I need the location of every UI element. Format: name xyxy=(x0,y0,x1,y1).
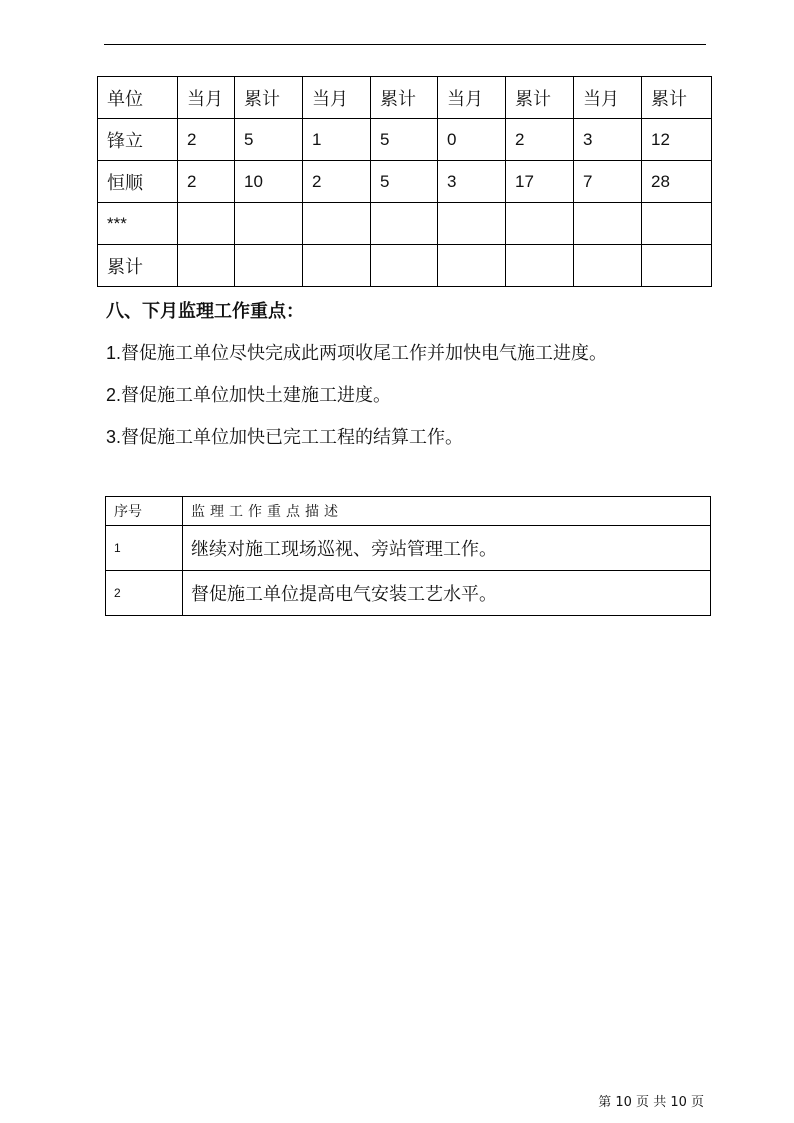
table-row xyxy=(98,203,712,245)
table-cell: 2 xyxy=(303,161,371,203)
stats-header-cell: 当月 xyxy=(574,77,642,119)
table-cell xyxy=(438,203,506,245)
stats-header-cell: 累计 xyxy=(235,77,303,119)
table-cell: 10 xyxy=(235,161,303,203)
stats-header-cell: 累计 xyxy=(506,77,574,119)
table-row xyxy=(106,571,711,616)
stats-header-cell: 当月 xyxy=(303,77,371,119)
section-heading: 八、下月监理工作重点： xyxy=(106,301,304,322)
table-cell: 5 xyxy=(235,119,303,161)
list-item xyxy=(106,423,463,449)
focus-header-description: 监理工作重点描述 xyxy=(183,497,711,526)
table-row xyxy=(98,245,712,287)
table-cell xyxy=(506,245,574,287)
table-cell: 5 xyxy=(371,119,438,161)
table-cell xyxy=(235,245,303,287)
page-number-footer: 第 10 页 共 10 页 xyxy=(598,1095,704,1110)
list-item-number: 1. xyxy=(106,343,122,363)
table-cell xyxy=(642,245,712,287)
table-cell: 2 xyxy=(506,119,574,161)
table-cell xyxy=(574,203,642,245)
total-label-cell: 累计 xyxy=(98,245,178,287)
table-row xyxy=(106,526,711,571)
list-item-text: 督促施工单位加快土建施工进度。 xyxy=(121,385,392,406)
focus-index-cell: 1 xyxy=(106,526,183,571)
focus-index-cell: 2 xyxy=(106,571,183,616)
table-cell xyxy=(178,203,235,245)
focus-header-row xyxy=(106,497,711,526)
table-cell xyxy=(235,203,303,245)
table-cell: 1 xyxy=(303,119,371,161)
table-row xyxy=(98,161,712,203)
table-cell: 17 xyxy=(506,161,574,203)
header-rule xyxy=(104,44,706,45)
list-item-text: 督促施工单位加快已完工工程的结算工作。 xyxy=(121,427,464,448)
table-cell: 7 xyxy=(574,161,642,203)
table-cell xyxy=(438,245,506,287)
table-cell xyxy=(642,203,712,245)
focus-description-cell: 督促施工单位提高电气安装工艺水平。 xyxy=(183,571,711,616)
unit-name-cell: *** xyxy=(98,203,178,245)
stats-header-row xyxy=(98,77,712,119)
table-cell xyxy=(178,245,235,287)
list-item-number: 3. xyxy=(106,427,122,447)
table-cell: 5 xyxy=(371,161,438,203)
list-item xyxy=(106,381,391,407)
stats-header-cell: 累计 xyxy=(642,77,712,119)
table-cell: 3 xyxy=(574,119,642,161)
list-item xyxy=(106,339,607,365)
stats-header-cell: 当月 xyxy=(178,77,235,119)
table-cell xyxy=(506,203,574,245)
focus-description-cell: 继续对施工现场巡视、旁站管理工作。 xyxy=(183,526,711,571)
monthly-stats-table xyxy=(97,76,712,287)
table-cell: 2 xyxy=(178,161,235,203)
list-item-number: 2. xyxy=(106,385,122,405)
stats-header-cell: 累计 xyxy=(371,77,438,119)
table-cell xyxy=(303,203,371,245)
supervision-focus-table xyxy=(105,496,711,616)
unit-name-cell: 恒顺 xyxy=(98,161,178,203)
stats-header-cell: 当月 xyxy=(438,77,506,119)
focus-header-index: 序号 xyxy=(106,497,183,526)
table-cell: 12 xyxy=(642,119,712,161)
list-item-text: 督促施工单位尽快完成此两项收尾工作并加快电气施工进度。 xyxy=(121,343,608,364)
table-cell xyxy=(303,245,371,287)
table-row xyxy=(98,119,712,161)
table-cell xyxy=(574,245,642,287)
table-cell xyxy=(371,245,438,287)
table-cell: 2 xyxy=(178,119,235,161)
table-cell: 0 xyxy=(438,119,506,161)
table-cell: 3 xyxy=(438,161,506,203)
table-cell xyxy=(371,203,438,245)
table-cell: 28 xyxy=(642,161,712,203)
stats-header-cell: 单位 xyxy=(98,77,178,119)
unit-name-cell: 锋立 xyxy=(98,119,178,161)
